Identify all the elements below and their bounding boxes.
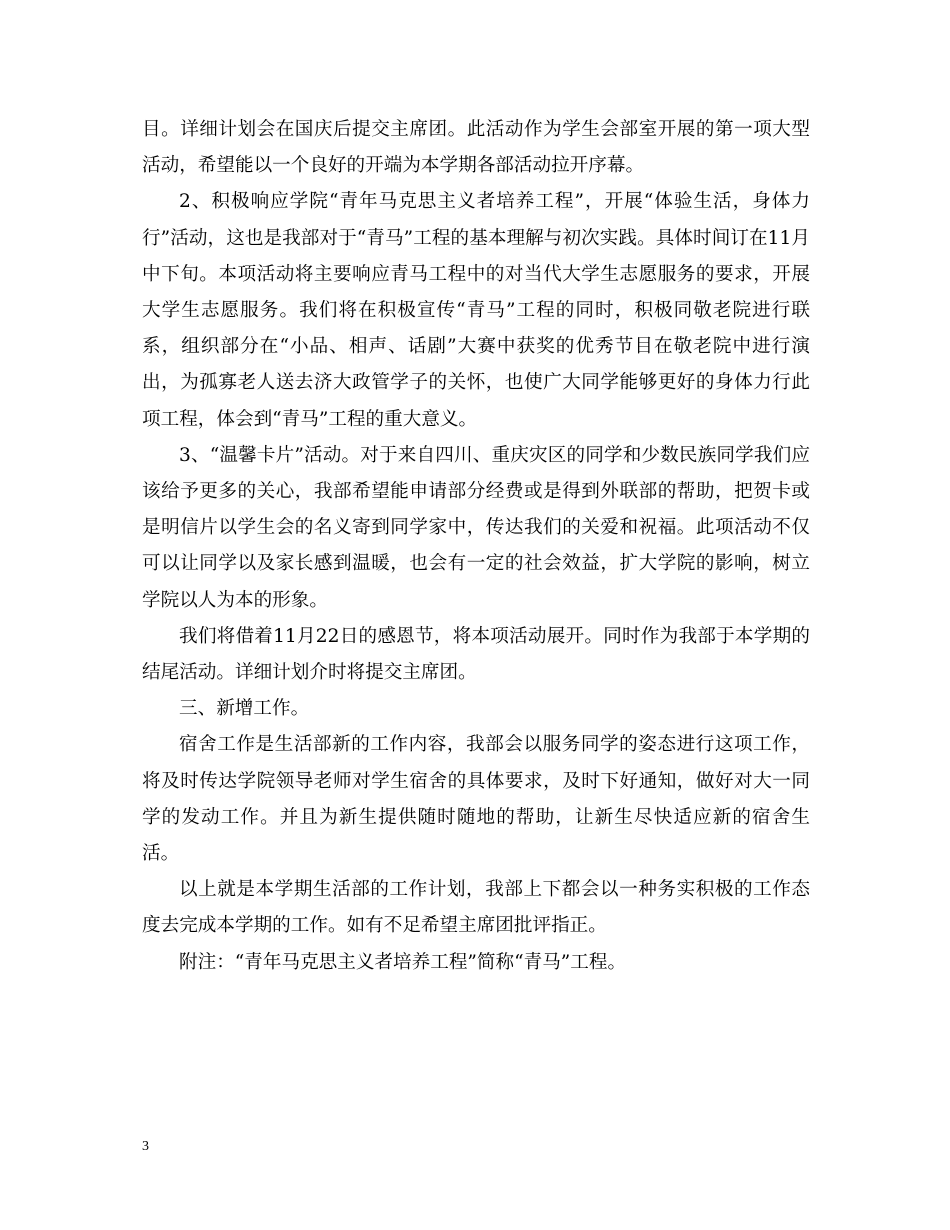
document-body [142, 112, 810, 981]
paragraph-conclusion: 以上就是本学期生活部的工作计划，我部上下都会以一种务实积极的工作态度去完成本学期的工作。如有不足希望主席团批评指正。 [142, 879, 810, 937]
page-number: 3 [142, 1139, 149, 1154]
paragraph-item-2: 2、积极响应学院“青年马克思主义者培养工程”，开展“体验生活，身体力行”活动，这也是我部对于“青马”工程的基本理解与初次实践。具体时间订在11月中下旬。本项活动将主要响应青马工程中的对当代大学生志愿服务的要求，开展大学生志愿服务。我们将在积极宣传“青马”工程的同时，积极同敬老院进行联系，组织部分在“小品、相声、话剧”大赛中获奖的优秀节目在敬老院中进行演出，为孤寡老人送去济大政管学子的关怀，也使广大同学能够更好的身体力行此项工程，体会到“青马”工程的重大意义。 [142, 191, 810, 430]
paragraph-thanksgiving: 我们将借着11月22日的感恩节，将本项活动展开。同时作为我部于本学期的结尾活动。详细计划介时将提交主席团。 [142, 625, 810, 684]
paragraph-note: 附注：“青年马克思主义者培养工程”简称“青马”工程。 [179, 951, 627, 973]
paragraph-continuation: 目。详细计划会在国庆后提交主席团。此活动作为学生会部室开展的第一项大型活动，希望能以一个良好的开端为本学期各部活动拉开序幕。 [142, 119, 810, 177]
section-heading-new-work: 三、新增工作。 [179, 698, 310, 720]
paragraph-dormitory: 宿舍工作是生活部新的工作内容，我部会以服务同学的姿态进行这项工作，将及时传达学院领导老师对学生宿舍的具体要求，及时下好通知，做好对大一同学的发动工作。并且为新生提供随时随地的帮助，让新生尽快适应新的宿舍生活。 [142, 734, 810, 865]
paragraph-item-3: 3、“温馨卡片”活动。对于来自四川、重庆灾区的同学和少数民族同学我们应该给予更多的关心，我部希望能申请部分经费或是得到外联部的帮助，把贺卡或是明信片以学生会的名义寄到同学家中，传达我们的关爱和祝福。此项活动不仅可以让同学以及家长感到温暖，也会有一定的社会效益，扩大学院的影响，树立学院以人为本的形象。 [142, 444, 810, 611]
